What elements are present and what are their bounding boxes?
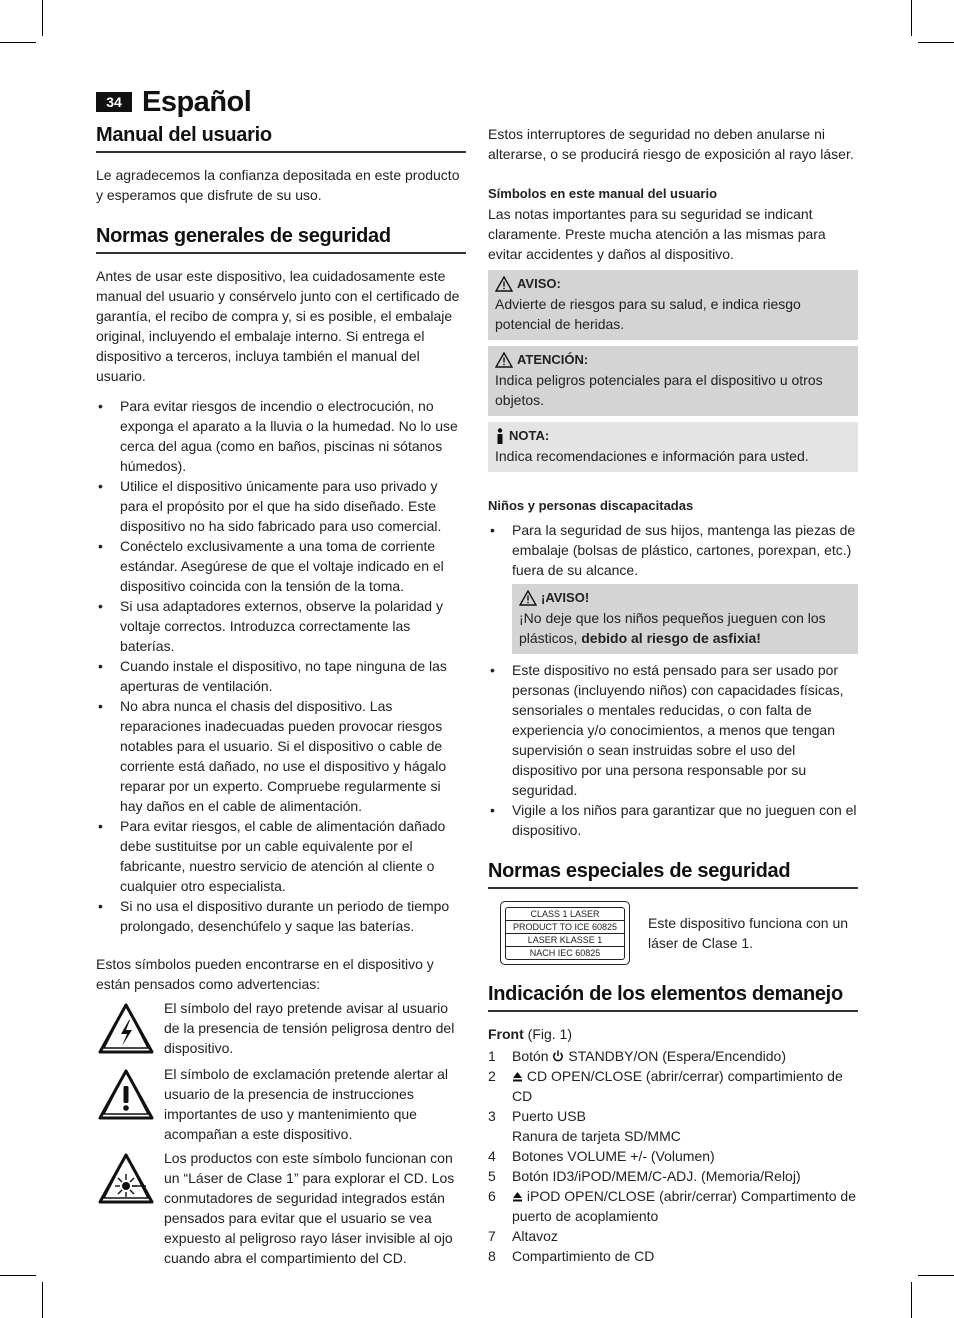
laser-warning-icon	[96, 1150, 156, 1210]
warning-icon	[519, 590, 537, 606]
general-intro: Antes de usar este dispositivo, lea cuidadosamente este manual del usuario y consérvelo junto con el certificado de garantía, el recibo de compra y, si es posible, el embalaje original, incluyendo el embalaje interno. Si entrega el dispositivo a terceros, incluya también el manual del usuario.	[96, 268, 460, 384]
symbol-description: Los productos con este símbolo funcionan con un “Láser de Clase 1” para explorar el CD. Los conmutadores de seguridad integrados están pensados para evitar que el usuario se vea expuesto al peligroso rayo láser invisible al ojo cuando abra el compartimiento del CD.	[164, 1150, 455, 1266]
manual-heading: Manual del usuario	[96, 124, 466, 153]
power-icon	[552, 1050, 564, 1062]
laser-row	[500, 901, 858, 965]
nota-box	[488, 422, 858, 472]
switch-text: Estos interruptores de seguridad no deben anularse ni alterarse, o se producirá riesgo de exposición al rayo láser.	[488, 126, 854, 162]
crop-mark	[42, 1282, 43, 1318]
list-item: 2 CD OPEN/CLOSE (abrir/cerrar) compartimiento de CD	[488, 1068, 843, 1104]
right-column	[488, 124, 858, 1266]
list-item: • Para la seguridad de sus hijos, mantenga las piezas de embalaje (bolsas de plástico, cartones, porexpan, etc.) fuera de su alcance.	[488, 520, 858, 580]
children-bullets	[488, 520, 858, 580]
eject-icon	[512, 1071, 523, 1082]
list-item: • Para evitar riesgos, el cable de alimentación dañado debe sustituitse por un cable equivalente por el fabricante, nuestro servicio de atención al cliente o cualquier otro especialista.	[96, 816, 466, 896]
eject-icon	[512, 1191, 523, 1202]
atencion-text: Indica peligros potenciales para el dispositivo u otros objetos.	[495, 372, 823, 408]
lightning-warning-icon	[96, 1000, 156, 1060]
symbol-row	[96, 998, 466, 1060]
inner-aviso-box	[512, 584, 858, 654]
manual-text: Le agradecemos la confianza depositada en este producto y esperamos que disfrute de su uso.	[96, 167, 460, 203]
crop-mark	[918, 1275, 954, 1276]
list-item: 3 Puerto USB Ranura de tarjeta SD/MMC	[488, 1108, 681, 1144]
exclamation-warning-icon	[96, 1066, 156, 1126]
list-item: • Si no usa el dispositivo durante un periodo de tiempo prolongado, desenchúfelo y saque las baterías.	[96, 896, 466, 936]
list-item: 5 Botón ID3/iPOD/MEM/C-ADJ. (Memoria/Reloj)	[488, 1168, 801, 1184]
list-item: • Para evitar riesgos de incendio o electrocución, no exponga el aparato a la lluvia o la humedad. No lo use cerca del agua (como en baños, piscinas ni sótanos húmedos).	[96, 396, 466, 476]
inner-aviso-bold: debido al riesgo de asfixia!	[581, 630, 761, 646]
children-bullets-2	[488, 660, 858, 840]
list-item: • Cuando instale el dispositivo, no tape ninguna de las aperturas de ventilación.	[96, 656, 466, 696]
list-item: 4 Botones VOLUME +/- (Volumen)	[488, 1148, 715, 1164]
warning-icon	[495, 352, 513, 368]
general-heading: Normas generales de seguridad	[96, 225, 466, 254]
crop-mark	[0, 1275, 36, 1276]
laser-class-label	[500, 901, 630, 965]
left-column	[96, 124, 466, 1272]
special-heading: Normas especiales de seguridad	[488, 860, 858, 889]
nota-title: NOTA:	[509, 428, 550, 443]
laser-label-line: CLASS 1 LASER	[506, 908, 624, 921]
symbols-intro: Estos símbolos pueden encontrarse en el dispositivo y están pensados como advertencias:	[96, 956, 434, 992]
nota-text: Indica recomendaciones e información para usted.	[495, 448, 809, 464]
page-header	[96, 86, 251, 118]
list-item: • Este dispositivo no está pensado para ser usado por personas (incluyendo niños) con capacidades físicas, sensoriales o mentales reducidas, o con falta de experiencia y/o conocimientos, a menos que tengan supervisión o sean instruidas sobre el uso del dispositivo por una persona responsable por su seguridad.	[488, 660, 858, 800]
page-title: Español	[142, 85, 252, 118]
controls-heading: Indicación de los elementos demanejo	[488, 983, 858, 1012]
list-item: • Conéctelo exclusivamente a una toma de corriente estándar. Asegúrese de que el voltaje indicado en el dispositivo coincida con la tensión de la toma.	[96, 536, 466, 596]
symbols-text: Las notas importantes para su seguridad se indicant claramente. Preste mucha atención a las mismas para evitar accidentes y daños al dispositivo.	[488, 206, 826, 262]
laser-label-line: PRODUCT TO ICE 60825	[506, 921, 624, 934]
crop-mark	[918, 42, 954, 43]
symbol-row	[96, 1064, 466, 1144]
laser-label-line: NACH IEC 60825	[529, 947, 601, 958]
warning-icon	[495, 276, 513, 292]
laser-label-line: LASER KLASSE 1	[506, 934, 624, 947]
symbols-heading: Símbolos en este manual del usuario	[488, 186, 718, 201]
aviso-box	[488, 270, 858, 340]
crop-mark	[0, 42, 36, 43]
atencion-box	[488, 346, 858, 416]
crop-mark	[911, 0, 912, 36]
front-caption	[488, 1024, 858, 1044]
page-number: 34	[96, 92, 132, 112]
list-item: • No abra nunca el chasis del dispositivo. Las reparaciones inadecuadas pueden provocar riesgos notables para el usuario. Si el dispositivo o cable de corriente está dañado, no use el dispositivo y hágalo reparar por un experto. Compruebe regularmente si hay daños en el cable de alimentación.	[96, 696, 466, 816]
inner-aviso-text: ¡No deje que los niños pequeños jueguen con los plásticos,	[519, 610, 826, 646]
list-item: 8 Compartimiento de CD	[488, 1248, 655, 1264]
atencion-title: ATENCIÓN:	[517, 352, 589, 367]
list-item: • Vigile a los niños para garantizar que no jueguen con el dispositivo.	[488, 800, 858, 840]
general-bullets	[96, 396, 466, 936]
aviso-title: AVISO:	[517, 276, 561, 291]
aviso-text: Advierte de riesgos para su salud, e indica riesgo potencial de heridas.	[495, 296, 801, 332]
symbol-description: El símbolo de exclamación pretende alertar al usuario de la presencia de instrucciones importantes de uso y mantenimiento que acompañan a este dispositivo.	[164, 1066, 449, 1142]
symbol-description: El símbolo del rayo pretende avisar al usuario de la presencia de tensión peligrosa dentro del dispositivo.	[164, 1000, 455, 1056]
crop-mark	[911, 1282, 912, 1318]
controls-list	[488, 1046, 858, 1266]
symbol-row	[96, 1148, 466, 1268]
children-heading: Niños y personas discapacitadas	[488, 498, 694, 513]
list-item: 7 Altavoz	[488, 1228, 558, 1244]
front-fig: (Fig. 1)	[527, 1026, 572, 1042]
info-icon	[495, 428, 505, 444]
laser-text: Este dispositivo funciona con un láser de Clase 1.	[648, 915, 849, 951]
inner-aviso-title: ¡AVISO!	[541, 590, 590, 605]
list-item: 6 iPOD OPEN/CLOSE (abrir/cerrar) Compartimento de puerto de acoplamiento	[488, 1188, 856, 1224]
list-item: • Si usa adaptadores externos, observe la polaridad y voltaje correctos. Introduzca correctamente las baterías.	[96, 596, 466, 656]
front-label: Front	[488, 1026, 524, 1042]
crop-mark	[42, 0, 43, 36]
list-item: 1 Botón STANDBY/ON (Espera/Encendido)	[488, 1048, 786, 1064]
list-item: • Utilice el dispositivo únicamente para uso privado y para el propósito por el que ha sido diseñado. Este dispositivo no ha sido fabricado para uso comercial.	[96, 476, 466, 536]
